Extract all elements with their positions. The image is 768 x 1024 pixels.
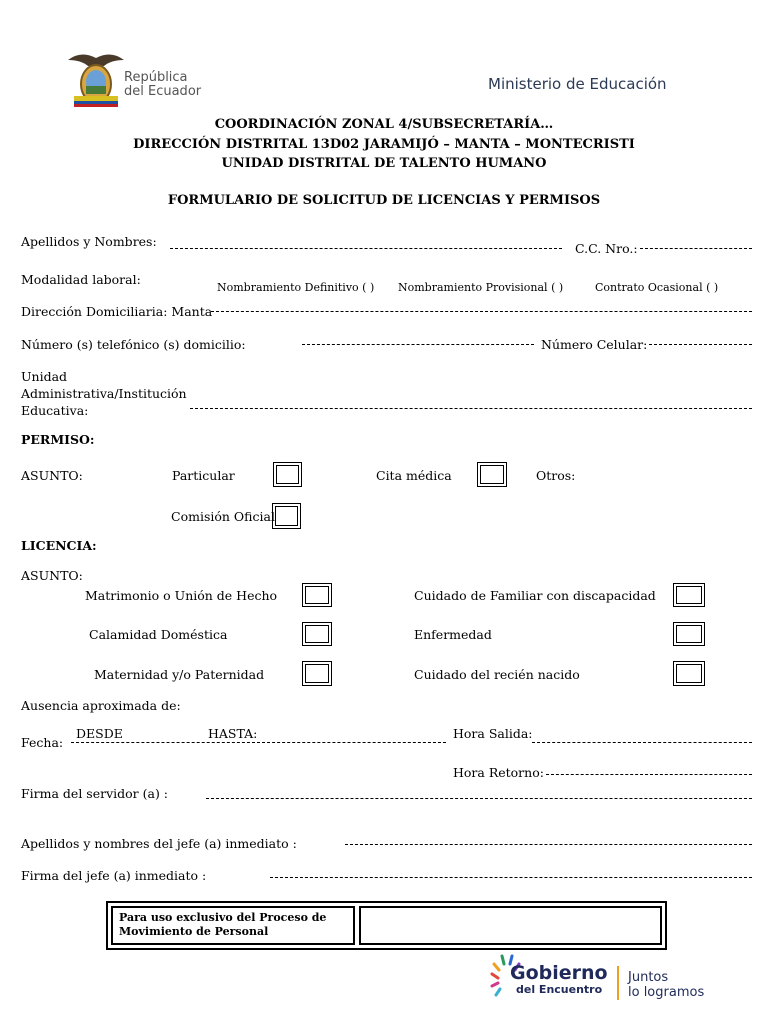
unidad-field[interactable] (190, 408, 752, 409)
direccion-label: Dirección Domiciliaria: Manta (21, 304, 213, 319)
particular-checkbox[interactable] (273, 462, 302, 487)
maternidad-checkbox[interactable] (302, 661, 332, 686)
hora-retorno-label: Hora Retorno: (453, 765, 544, 780)
cc-field[interactable] (640, 248, 752, 249)
firma-jefe-label: Firma del jefe (a) inmediato : (21, 868, 207, 883)
celular-field[interactable] (649, 344, 752, 345)
cuidado-recien-label: Cuidado del recién nacido (414, 667, 580, 682)
gobierno-label: Gobierno del Encuentro (510, 962, 608, 996)
calamidad-checkbox[interactable] (302, 622, 332, 646)
nombramiento-definitivo-option[interactable]: Nombramiento Definitivo ( ) (217, 281, 375, 294)
otros-label: Otros: (536, 468, 576, 483)
uso-exclusivo-value-cell[interactable] (359, 906, 662, 945)
ecuador-coat-of-arms-icon (66, 48, 126, 108)
republic-label: República del Ecuador (124, 70, 202, 99)
permiso-heading: PERMISO: (21, 432, 95, 447)
ausencia-heading: Ausencia aproximada de: (21, 698, 181, 713)
contrato-ocasional-option[interactable]: Contrato Ocasional ( ) (595, 281, 719, 294)
permiso-asunto-label: ASUNTO: (21, 468, 83, 483)
comision-oficial-label: Comisión Oficial (171, 509, 275, 524)
firma-jefe-field[interactable] (270, 877, 752, 878)
title-unidad: UNIDAD DISTRITAL DE TALENTO HUMANO (221, 156, 547, 171)
cuidado-familiar-label: Cuidado de Familiar con discapacidad (414, 588, 656, 603)
telefono-label: Número (s) telefónico (s) domicilio: (21, 337, 246, 352)
uso-exclusivo-label-cell: Para uso exclusivo del Proceso de Movimiento de Personal (111, 906, 355, 945)
ministry-label: Ministerio de Educación (488, 75, 667, 93)
jefe-nombres-field[interactable] (345, 844, 752, 845)
cita-medica-label: Cita médica (376, 468, 452, 483)
nombramiento-provisional-option[interactable]: Nombramiento Provisional ( ) (398, 281, 564, 294)
jefe-nombres-label: Apellidos y nombres del jefe (a) inmediato : (21, 836, 297, 851)
matrimonio-label: Matrimonio o Unión de Hecho (85, 588, 278, 603)
hasta-label: HASTA: (208, 726, 258, 741)
direccion-field[interactable] (211, 311, 752, 312)
comision-oficial-checkbox[interactable] (272, 503, 301, 529)
title-direccion: DIRECCIÓN DISTRITAL 13D02 JARAMIJÓ – MANTA – MONTECRISTI (133, 137, 635, 152)
modalidad-label: Modalidad laboral: (21, 272, 141, 287)
hora-retorno-field[interactable] (546, 774, 752, 775)
uso-exclusivo-table (106, 901, 667, 950)
celular-label: Número Celular: (541, 337, 648, 352)
desde-label: DESDE (76, 726, 123, 741)
apellidos-nombres-label: Apellidos y Nombres: (21, 234, 157, 249)
firma-servidor-field[interactable] (206, 798, 752, 799)
title-coordinacion: COORDINACIÓN ZONAL 4/SUBSECRETARÍA… (214, 117, 554, 132)
telefono-field[interactable] (302, 344, 534, 345)
enfermedad-label: Enfermedad (414, 627, 492, 642)
cuidado-familiar-checkbox[interactable] (673, 583, 705, 607)
fecha-label: Fecha: (21, 735, 64, 750)
form-title: FORMULARIO DE SOLICITUD DE LICENCIAS Y PERMISOS (167, 193, 601, 208)
enfermedad-checkbox[interactable] (673, 622, 705, 646)
cuidado-recien-checkbox[interactable] (673, 661, 705, 686)
apellidos-nombres-field[interactable] (170, 248, 562, 249)
fecha-field[interactable] (71, 742, 446, 743)
unidad-label: Unidad Administrativa/Institución Educativa: (21, 369, 187, 418)
firma-servidor-label: Firma del servidor (a) : (21, 786, 169, 801)
cita-medica-checkbox[interactable] (477, 462, 507, 487)
hora-salida-label: Hora Salida: (453, 726, 533, 741)
juntos-label: Juntos lo logramos (628, 970, 705, 1000)
cc-label: C.C. Nro.: (575, 241, 638, 256)
licencia-asunto-label: ASUNTO: (21, 568, 83, 583)
particular-label: Particular (172, 468, 235, 483)
calamidad-label: Calamidad Doméstica (89, 627, 228, 642)
matrimonio-checkbox[interactable] (302, 583, 332, 607)
logo-divider (617, 966, 619, 1000)
licencia-heading: LICENCIA: (21, 538, 97, 553)
hora-salida-field[interactable] (532, 742, 752, 743)
maternidad-label: Maternidad y/o Paternidad (94, 667, 265, 682)
